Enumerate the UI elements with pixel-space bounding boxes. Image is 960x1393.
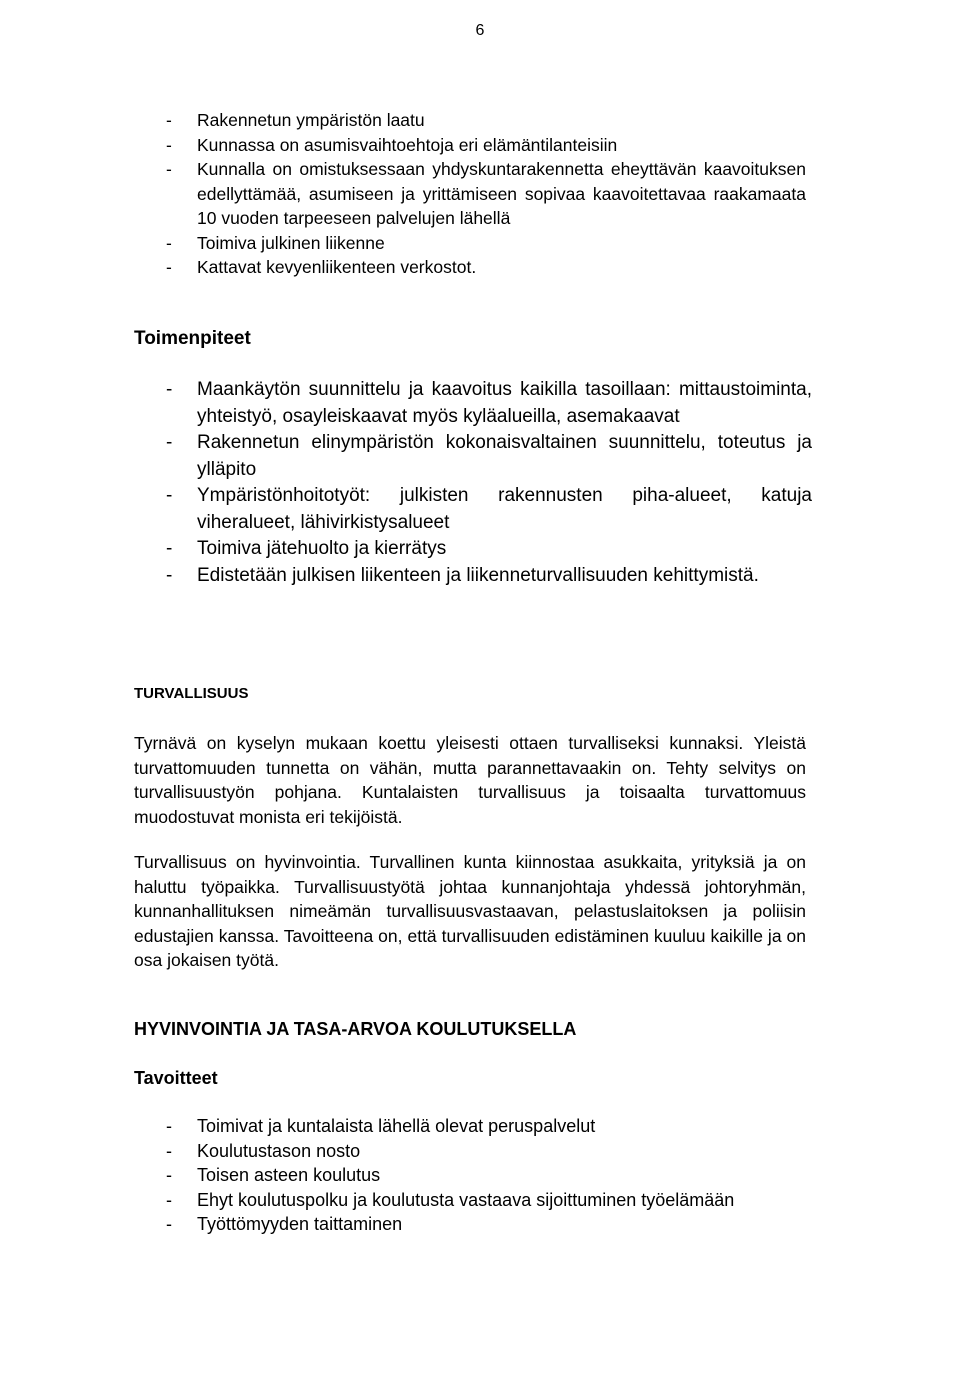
paragraph-turvallisuus-intro: Tyrnävä on kyselyn mukaan koettu yleisesti ottaen turvalliseksi kunnaksi. Yleistä turvattomuuden tunnetta on vähän, mutta parannettavaakin on. Tehty selvitys on turvallisuustyön pohjana. Kuntalaisten turvallisuus ja toisaalta turvattomuus muodostuvat monista eri tekijöistä. xyxy=(134,733,806,827)
list-item: - Toimiva jätehuolto ja kierrätys xyxy=(166,536,812,563)
section-heading-turvallisuus: TURVALLISUUS xyxy=(134,685,249,702)
list-item: - Maankäytön suunnittelu ja kaavoitus kaikilla tasoillaan: mittaustoiminta, yhteistyö, osayleiskaavat myös kyläalueilla, asemakaavat xyxy=(166,377,812,430)
list-item: - Ympäristönhoitotyöt: julkisten rakennusten piha-alueet, katuja viheralueet, lähivirkistysalueet xyxy=(166,483,812,536)
list-item: - Edistetään julkisen liikenteen ja liikenneturvallisuuden kehittymistä. xyxy=(166,563,812,590)
section-heading-toimenpiteet: Toimenpiteet xyxy=(134,328,251,349)
tavoitteet-list xyxy=(166,1114,786,1237)
list-item: - Työttömyyden taittaminen xyxy=(166,1212,786,1237)
section-heading-hyvinvointi: HYVINVOINTIA JA TASA-ARVOA KOULUTUKSELLA xyxy=(134,1019,577,1039)
list-item: - Ehyt koulutuspolku ja koulutusta vastaava sijoittuminen työelämään xyxy=(166,1188,786,1213)
list-item: - Toisen asteen koulutus xyxy=(166,1163,786,1188)
toimenpiteet-list xyxy=(166,377,812,589)
list-item: - Kunnassa on asumisvaihtoehtoja eri elämäntilanteisiin xyxy=(166,133,806,158)
rakennettu-ymparisto-list xyxy=(166,108,806,280)
list-item: - Koulutustason nosto xyxy=(166,1139,786,1164)
section-heading-tavoitteet: Tavoitteet xyxy=(134,1068,218,1088)
page-number: 6 xyxy=(475,22,485,39)
list-item: - Toimiva julkinen liikenne xyxy=(166,231,806,256)
list-item: - Rakennetun ympäristön laatu xyxy=(166,108,806,133)
list-item: - Kattavat kevyenliikenteen verkostot. xyxy=(166,255,806,280)
list-item: - Rakennetun elinympäristön kokonaisvaltainen suunnittelu, toteutus ja ylläpito xyxy=(166,430,812,483)
paragraph-turvallisuus-hyvinvointia: Turvallisuus on hyvinvointia. Turvallinen kunta kiinnostaa asukkaita, yrityksiä ja on haluttu työpaikka. Turvallisuustyötä johtaa kunnanjohtaja yhdessä johtoryhmän, kunnanhallituksen nimeämän turvallisuusvastaavan, pelastuslaitoksen ja poliisin edustajien kanssa. Tavoitteena on, että turvallisuuden edistäminen kuuluu kaikille ja on osa jokaisen työtä. xyxy=(134,852,806,970)
list-item: - Kunnalla on omistuksessaan yhdyskuntarakennetta eheyttävän kaavoituksen edellyttämää, asumiseen ja yrittämiseen sopivaa kaavoitettavaa raakamaata 10 vuoden tarpeeseen palvelujen lähellä xyxy=(166,157,806,231)
list-item: - Toimivat ja kuntalaista lähellä olevat peruspalvelut xyxy=(166,1114,786,1139)
